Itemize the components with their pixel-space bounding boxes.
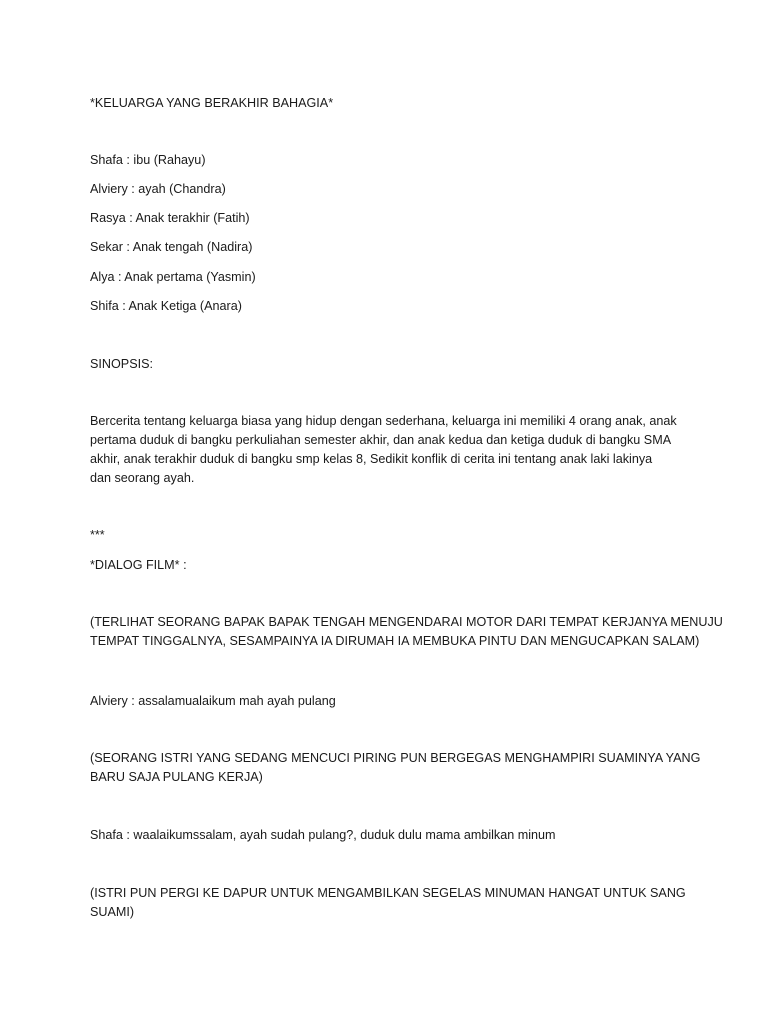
- stage-direction: (SEORANG ISTRI YANG SEDANG MENCUCI PIRING PUN BERGEGAS MENGHAMPIRI SUAMINYA YANG: [90, 751, 701, 765]
- stage-direction: TEMPAT TINGGALNYA, SESAMPAINYA IA DIRUMAH IA MEMBUKA PINTU DAN MENGUCAPKAN SALAM): [90, 634, 700, 648]
- cast-item: Alya : Anak pertama (Yasmin): [90, 270, 256, 284]
- cast-item: Alviery : ayah (Chandra): [90, 182, 226, 196]
- stage-direction: (ISTRI PUN PERGI KE DAPUR UNTUK MENGAMBILKAN SEGELAS MINUMAN HANGAT UNTUK SANG: [90, 886, 686, 900]
- stage-direction: (TERLIHAT SEORANG BAPAK BAPAK TENGAH MENGENDARAI MOTOR DARI TEMPAT KERJANYA MENUJU: [90, 615, 723, 629]
- cast-item: Sekar : Anak tengah (Nadira): [90, 240, 253, 254]
- stage-direction: BARU SAJA PULANG KERJA): [90, 770, 263, 784]
- cast-item: Shafa : ibu (Rahayu): [90, 153, 206, 167]
- synopsis-line: dan seorang ayah.: [90, 471, 195, 485]
- cast-item: Rasya : Anak terakhir (Fatih): [90, 211, 250, 225]
- section-separator: ***: [90, 528, 105, 542]
- synopsis-heading: SINOPSIS:: [90, 357, 153, 371]
- synopsis-line: pertama duduk di bangku perkuliahan semester akhir, dan anak kedua dan ketiga duduk di bangku SMA: [90, 433, 672, 447]
- document-title: *KELUARGA YANG BERAKHIR BAHAGIA*: [90, 96, 334, 110]
- synopsis-line: akhir, anak terakhir duduk di bangku smp kelas 8, Sedikit konflik di cerita ini tentang anak laki lakinya: [90, 452, 653, 466]
- synopsis-line: Bercerita tentang keluarga biasa yang hidup dengan sederhana, keluarga ini memiliki 4 orang anak, anak: [90, 414, 677, 428]
- dialog-line: Shafa : waalaikumssalam, ayah sudah pulang?, duduk dulu mama ambilkan minum: [90, 828, 556, 842]
- cast-item: Shifa : Anak Ketiga (Anara): [90, 299, 242, 313]
- dialog-heading: *DIALOG FILM* :: [90, 558, 187, 572]
- dialog-line: Alviery : assalamualaikum mah ayah pulang: [90, 694, 336, 708]
- stage-direction: SUAMI): [90, 905, 135, 919]
